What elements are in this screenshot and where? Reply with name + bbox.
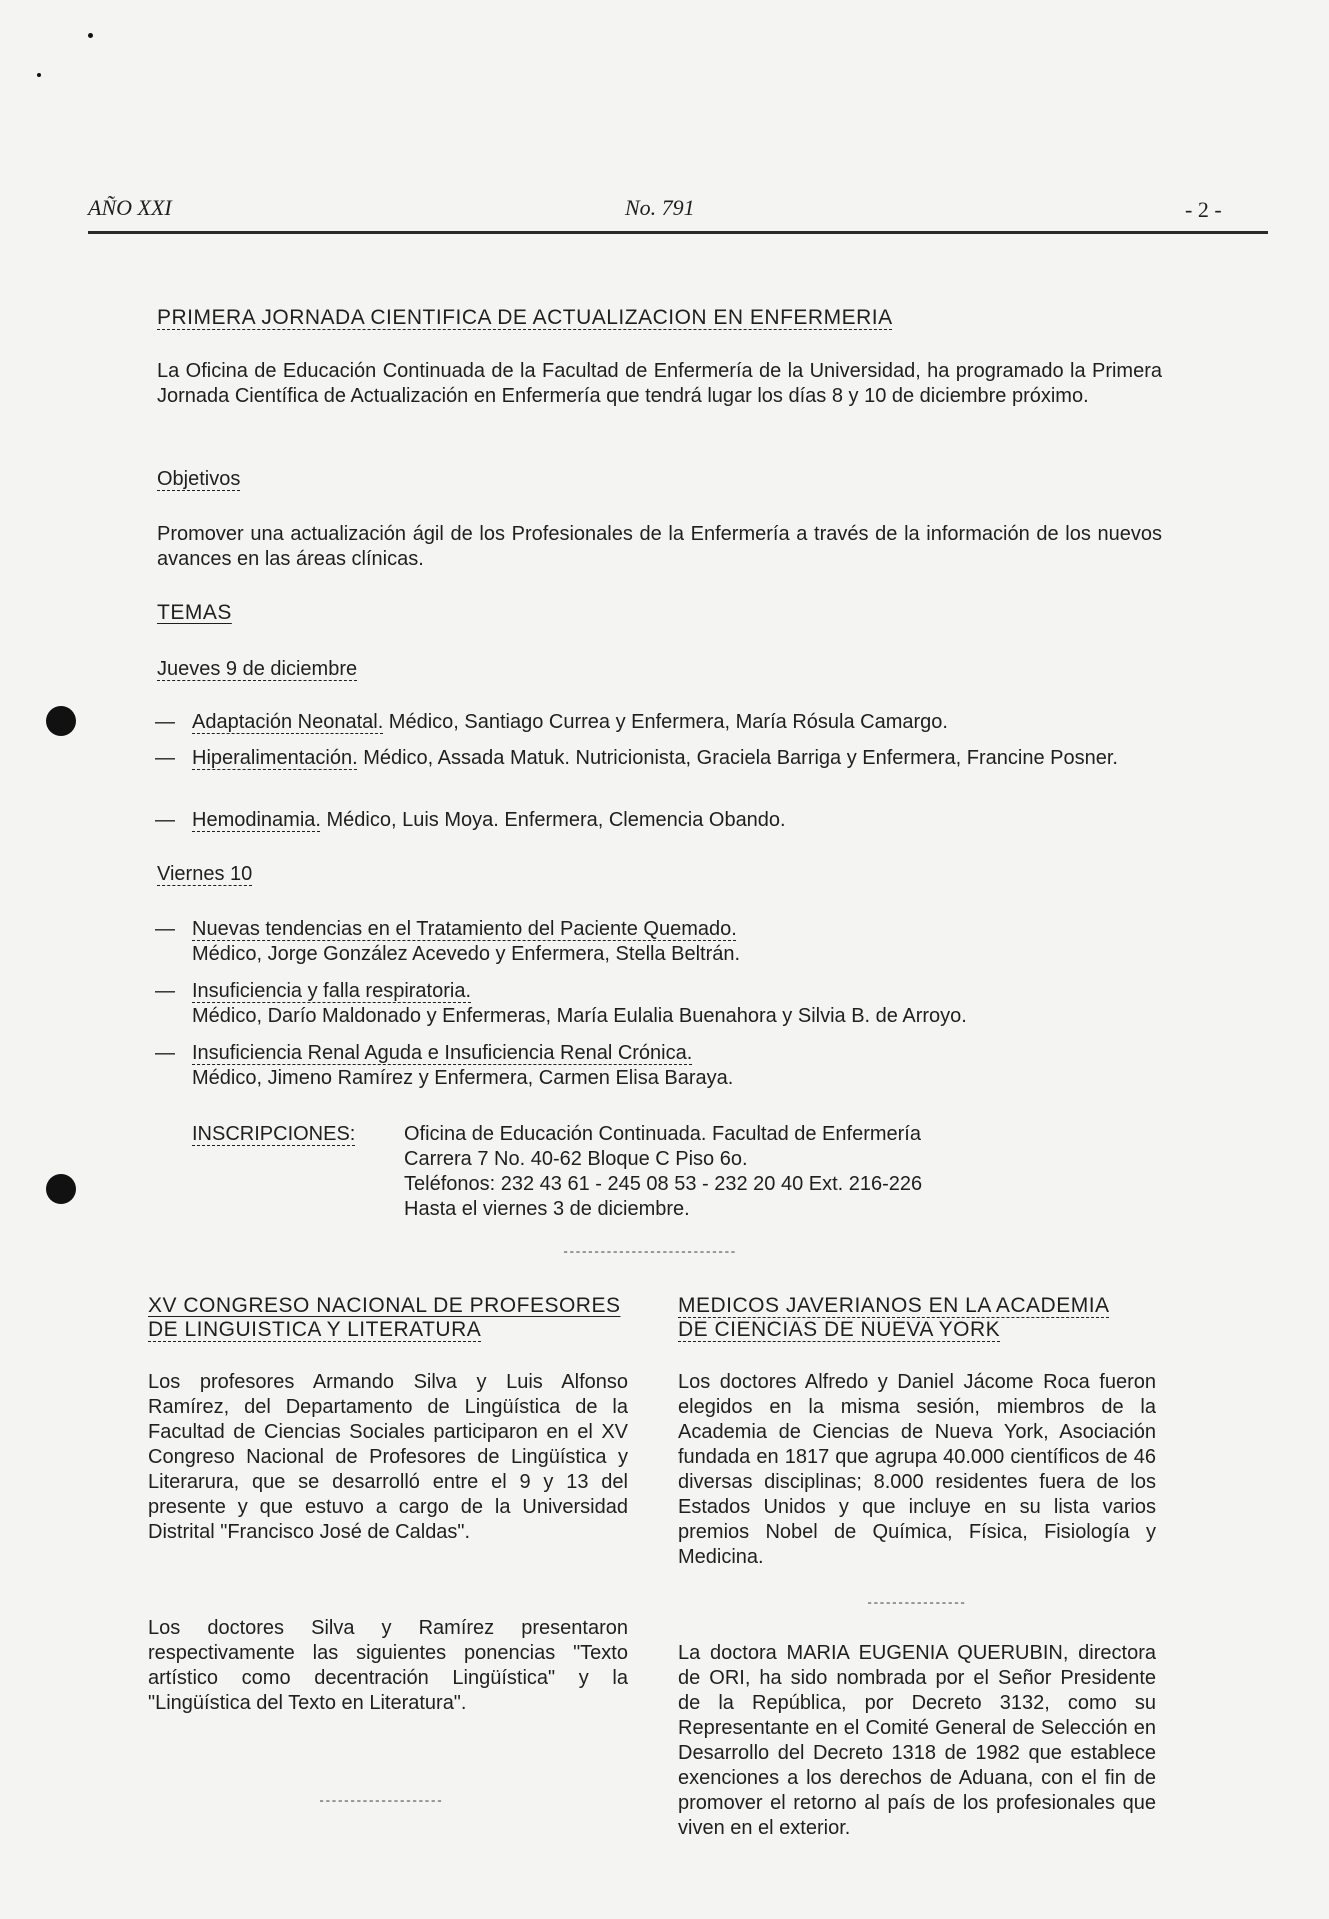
day2-label: Viernes 10 bbox=[157, 863, 253, 885]
list-dash: — bbox=[155, 980, 175, 1002]
temas-label: TEMAS bbox=[157, 601, 232, 624]
speck-mark bbox=[88, 33, 93, 38]
list-item bbox=[192, 710, 1192, 735]
inscripciones-line: Hasta el viernes 3 de diciembre. bbox=[404, 1198, 690, 1220]
topic-people: Médico, Darío Maldonado y Enfermeras, María Eulalia Buenahora y Silvia B. de Arroyo. bbox=[192, 1005, 967, 1027]
topic-title: Insuficiencia y falla respiratoria. bbox=[192, 980, 472, 1002]
topic-people: Médico, Jimeno Ramírez y Enfermera, Carmen Elisa Baraya. bbox=[192, 1067, 734, 1089]
right-title-line: DE CIENCIAS DE NUEVA YORK bbox=[678, 1318, 1001, 1341]
punch-hole-mark bbox=[46, 706, 76, 736]
list-item bbox=[192, 746, 1192, 771]
objectives-label: Objetivos bbox=[157, 468, 241, 490]
list-item bbox=[192, 917, 1192, 967]
list-dash: — bbox=[155, 918, 175, 940]
topic-people: Médico, Jorge González Acevedo y Enfermera, Stella Beltrán. bbox=[192, 943, 741, 965]
topic-title: Hiperalimentación. bbox=[192, 747, 358, 769]
separator-line: ---------------- bbox=[866, 1596, 966, 1610]
punch-hole-mark bbox=[46, 1174, 76, 1204]
list-dash: — bbox=[155, 747, 175, 769]
left-article-title bbox=[148, 1294, 620, 1342]
right-article-title bbox=[678, 1294, 1110, 1342]
left-title-line: DE LINGUISTICA Y LITERATURA bbox=[148, 1318, 482, 1341]
topic-people: Médico, Luis Moya. Enfermera, Clemencia Obando. bbox=[320, 809, 786, 831]
left-article-paragraph: Los profesores Armando Silva y Luis Alfonso Ramírez, del Departamento de Lingüística de la Facultad de Ciencias Sociales participaron en el XV Congreso Nacional de Profesores de Lingüística y Literarura, que se desarrolló entre el 9 y 13 del presente y que estuvo a cargo de la Universidad Distrital "Francisco José de Caldas". bbox=[148, 1371, 628, 1543]
right-title-line: MEDICOS JAVERIANOS EN LA ACADEMIA bbox=[678, 1294, 1110, 1317]
header-rule bbox=[88, 231, 1268, 234]
inscripciones-details bbox=[404, 1122, 1164, 1222]
list-item bbox=[192, 808, 1192, 833]
objectives-text: Promover una actualización ágil de los Profesionales de la Enfermería a través de la información de los nuevos avances en las áreas clínicas. bbox=[157, 523, 1162, 570]
left-article-paragraph: Los doctores Silva y Ramírez presentaron respectivamente las siguientes ponencias "Texto artístico como decentración Lingüística" y la "Lingüística del Texto en Literatura". bbox=[148, 1617, 628, 1714]
article-title: PRIMERA JORNADA CIENTIFICA DE ACTUALIZACION EN ENFERMERIA bbox=[157, 306, 893, 329]
page-number: - 2 - bbox=[1185, 197, 1222, 222]
inscripciones-line: Carrera 7 No. 40-62 Bloque C Piso 6o. bbox=[404, 1148, 748, 1170]
issue-number: No. 791 bbox=[625, 195, 695, 220]
inscripciones-label: INSCRIPCIONES: bbox=[192, 1123, 356, 1145]
right-article-paragraph: La doctora MARIA EUGENIA QUERUBIN, directora de ORI, ha sido nombrada por el Señor Presidente de la República, por Decreto 3132, como su Representante en el Comité General de Selección en Desarrollo del Decreto 1318 de 1982 que establece exenciones a los derechos de Aduana, con el fin de promover el retorno al país de los profesionales que viven en el exterior. bbox=[678, 1642, 1156, 1839]
speck-mark bbox=[37, 73, 41, 77]
topic-title: Hemodinamia. bbox=[192, 809, 321, 831]
list-dash: — bbox=[155, 1042, 175, 1064]
left-title-line: XV CONGRESO NACIONAL DE PROFESORES bbox=[148, 1294, 621, 1317]
list-dash: — bbox=[155, 711, 175, 733]
list-item bbox=[192, 1041, 1192, 1091]
topic-title: Insuficiencia Renal Aguda e Insuficiencia Renal Crónica. bbox=[192, 1042, 693, 1064]
issue-year: AÑO XXI bbox=[88, 195, 172, 220]
right-article-paragraph: Los doctores Alfredo y Daniel Jácome Roca fueron elegidos en la misma sesión, miembros de la Academia de Ciencias de Nueva York, Asociación fundada en 1817 que agrupa 40.000 científicos de 46 diversas disciplinas; 8.000 residentes fuera de los Estados Unidos y que incluye en su lista varios premios Nobel de Química, Física, Fisiología y Medicina. bbox=[678, 1371, 1156, 1568]
topic-title: Nuevas tendencias en el Tratamiento del Paciente Quemado. bbox=[192, 918, 737, 940]
topic-people: Médico, Santiago Currea y Enfermera, María Rósula Camargo. bbox=[383, 711, 948, 733]
topic-people: Médico, Assada Matuk. Nutricionista, Graciela Barriga y Enfermera, Francine Posner. bbox=[357, 747, 1118, 769]
list-dash: — bbox=[155, 809, 175, 831]
article-intro: La Oficina de Educación Continuada de la Facultad de Enfermería de la Universidad, ha programado la Primera Jornada Científica de Actualización en Enfermería que tendrá lugar los días 8 y 10 de diciembre próximo. bbox=[157, 360, 1162, 407]
topic-title: Adaptación Neonatal. bbox=[192, 711, 384, 733]
day1-label: Jueves 9 de diciembre bbox=[157, 658, 358, 680]
inscripciones-line: Oficina de Educación Continuada. Facultad de Enfermería bbox=[404, 1123, 921, 1145]
inscripciones-line: Teléfonos: 232 43 61 - 245 08 53 - 232 20 40 Ext. 216-226 bbox=[404, 1173, 923, 1195]
separator-line: -------------------- bbox=[318, 1794, 443, 1808]
list-item bbox=[192, 979, 1192, 1029]
separator-line: ---------------------------- bbox=[562, 1245, 736, 1259]
